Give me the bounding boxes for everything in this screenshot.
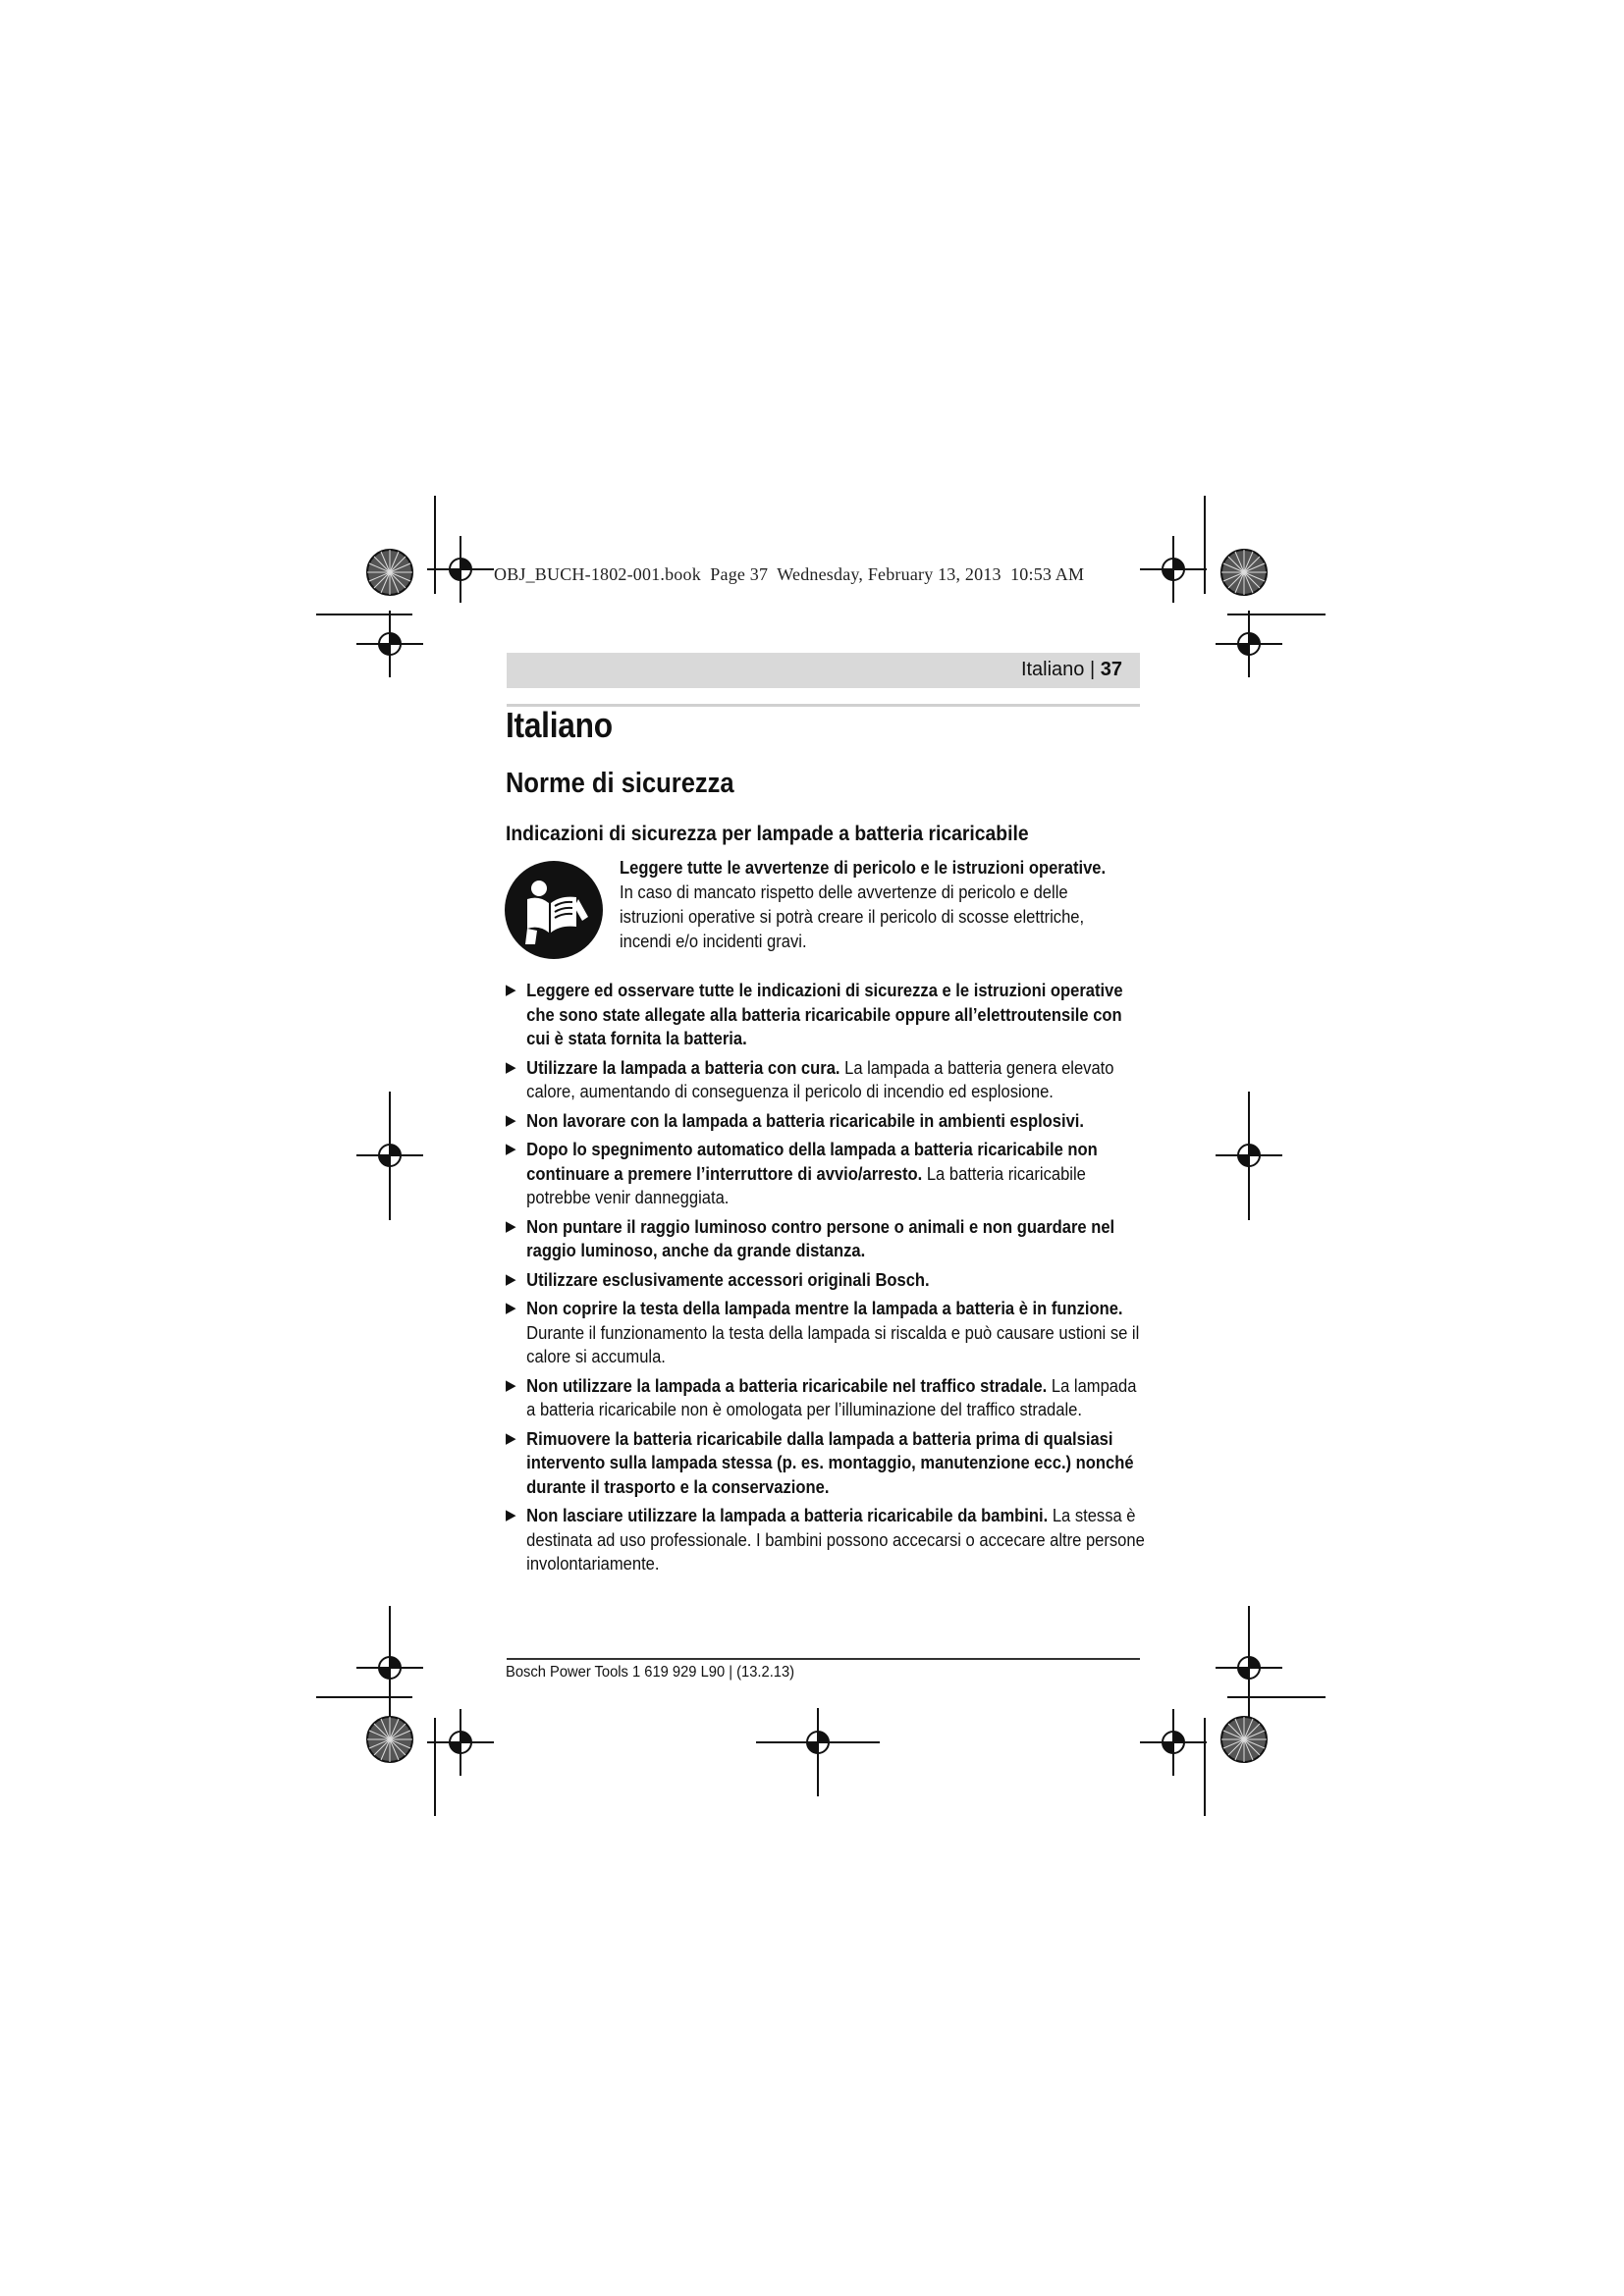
intro-text: In caso di mancato rispetto delle avvertenze di pericolo e delle istruzioni operative si potrà creare il pericolo di scosse elettriche, incendi e/o incidenti gravi. xyxy=(620,882,1085,951)
item-bold: Dopo lo spegnimento automatico della lampada a batteria ricaricabile non continuare a premere l’interruttore di avvio/arresto. xyxy=(526,1140,1098,1184)
header-language: Italiano xyxy=(1020,659,1085,680)
list-item xyxy=(506,1109,1150,1134)
list-item xyxy=(506,1297,1150,1369)
safety-list xyxy=(506,979,1146,1581)
side-mark-left xyxy=(356,1092,423,1220)
item-bold: Non puntare il raggio luminoso contro persone o animali e non guardare nel raggio luminoso, anche da grande distanza. xyxy=(526,1216,1115,1260)
bullet-arrow-icon: ▶ xyxy=(506,1058,516,1076)
corner-mark-bl xyxy=(316,1606,494,1816)
item-text: La lampada a batteria ricaricabile non è omologata per l’illuminazione del traffico stradale. xyxy=(526,1375,1137,1419)
page-number: 37 xyxy=(1100,659,1122,680)
corner-mark-tr xyxy=(1140,496,1326,677)
bullet-arrow-icon: ▶ xyxy=(506,1507,516,1523)
page-footer: Bosch Power Tools 1 619 929 L90 | (13.2.13) xyxy=(506,1664,795,1681)
list-item xyxy=(506,1056,1150,1104)
item-bold: Leggere ed osservare tutte le indicazioni di sicurezza e le istruzioni operative che sono state allegate alla batteria ricaricabile oppure all’elettroutensile con cui è stata fornita la batteria. xyxy=(526,981,1123,1048)
list-item xyxy=(506,1504,1150,1576)
print-slug: OBJ_BUCH-1802-001.book Page 37 Wednesday, February 13, 2013 10:53 AM xyxy=(494,564,1085,584)
bullet-arrow-icon: ▶ xyxy=(506,1429,516,1447)
corner-mark-tl xyxy=(316,496,494,677)
subsection-heading: Indicazioni di sicurezza per lampade a batteria ricaricabile xyxy=(506,823,1029,845)
footer-rule xyxy=(507,1658,1140,1660)
bullet-arrow-icon: ▶ xyxy=(506,1111,516,1129)
header-separator: | xyxy=(1084,659,1101,680)
item-bold: Utilizzare la lampada a batteria con cura. xyxy=(526,1057,840,1078)
page-title: Italiano xyxy=(506,705,613,745)
intro-bold: Leggere tutte le avvertenze di pericolo e le istruzioni operative. xyxy=(620,858,1107,878)
corner-mark-br xyxy=(1140,1606,1326,1816)
bullet-arrow-icon: ▶ xyxy=(506,1376,516,1394)
bullet-arrow-icon: ▶ xyxy=(506,1300,516,1316)
item-bold: Utilizzare esclusivamente accessori originali Bosch. xyxy=(526,1269,930,1290)
intro-warning xyxy=(620,856,1108,954)
bottom-center-mark xyxy=(756,1708,880,1796)
bullet-arrow-icon: ▶ xyxy=(506,1141,516,1157)
item-bold: Rimuovere la batteria ricaricabile dalla lampada a batteria prima di qualsiasi intervento sulla lampada stessa (p. es. montaggio, manutenzione ecc.) nonché durante il trasporto e la conservazione. xyxy=(526,1428,1134,1497)
bullet-arrow-icon: ▶ xyxy=(506,1270,516,1288)
section-heading: Norme di sicurezza xyxy=(506,768,734,799)
bullet-arrow-icon: ▶ xyxy=(506,982,516,998)
list-item xyxy=(506,1427,1150,1500)
item-bold: Non coprire la testa della lampada mentre la lampada a batteria è in funzione. xyxy=(526,1299,1123,1318)
item-bold: Non lasciare utilizzare la lampada a batteria ricaricabile da bambini. xyxy=(526,1506,1049,1525)
item-text: Durante il funzionamento la testa della lampada si riscalda e può causare ustioni se il calore si accumula. xyxy=(526,1322,1140,1366)
item-bold: Non lavorare con la lampada a batteria ricaricabile in ambienti esplosivi. xyxy=(526,1110,1085,1131)
item-text: La lampada a batteria genera elevato calore, aumentando di conseguenza il pericolo di incendio ed esplosione. xyxy=(526,1057,1114,1101)
list-item xyxy=(506,979,1150,1051)
list-item xyxy=(506,1268,1150,1293)
item-text: La batteria ricaricabile potrebbe venir danneggiata. xyxy=(526,1163,1086,1207)
item-text: La stessa è destinata ad uso professionale. I bambini possono accecarsi o accecare altre persone involontariamente. xyxy=(526,1506,1145,1574)
running-header-text xyxy=(1021,659,1122,681)
bullet-arrow-icon: ▶ xyxy=(506,1217,516,1235)
side-mark-right xyxy=(1216,1092,1282,1220)
list-item xyxy=(506,1374,1150,1422)
read-manual-icon xyxy=(504,860,604,960)
list-item xyxy=(506,1138,1150,1210)
item-bold: Non utilizzare la lampada a batteria ricaricabile nel traffico stradale. xyxy=(526,1375,1048,1396)
running-header xyxy=(507,653,1140,688)
list-item xyxy=(506,1215,1150,1263)
